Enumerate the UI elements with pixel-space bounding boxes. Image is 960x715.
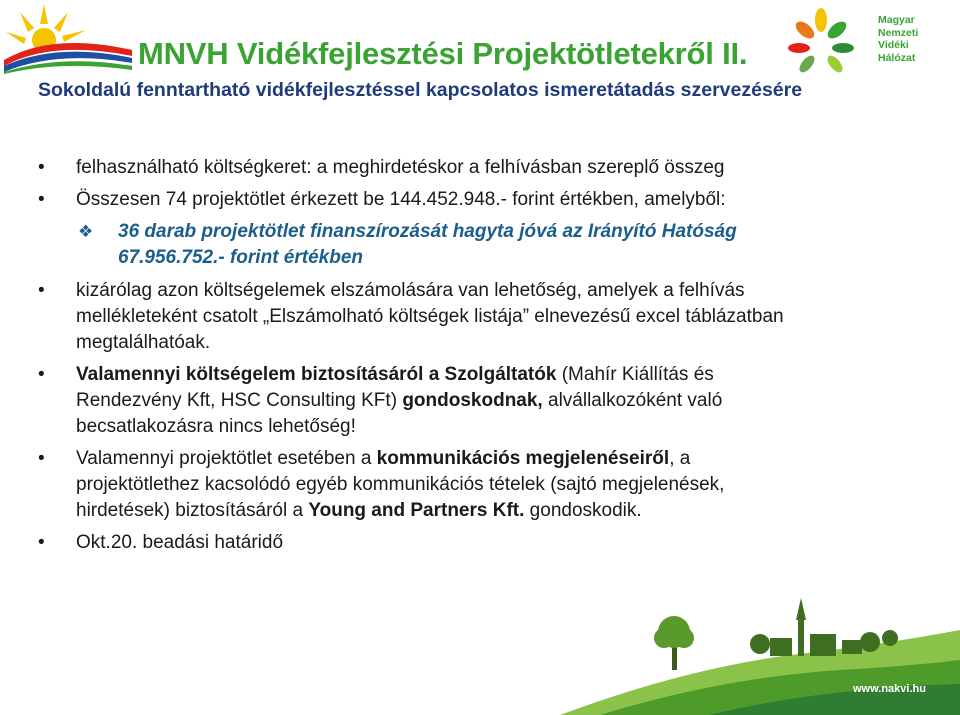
list-item-comm-line2: projektötlethez kacsolódó egyéb kommunikációs tételek (sajtó megjelenések, — [76, 474, 725, 495]
providers-subcontract: alvállalkozóként való — [542, 390, 723, 411]
logo-line-1: Magyar — [878, 14, 915, 26]
list-item-total: Összesen 74 projektötlet érkezett be 144.452.948.- forint értékben, amelyből: — [76, 189, 726, 210]
bullet-dot: • — [38, 532, 45, 553]
sub-item-approved-line1: 36 darab projektötlet finanszírozását hagyta jóvá az Irányító Hatóság — [118, 221, 737, 242]
page-title: MNVH Vidékfejlesztési Projektötletekről II. — [138, 36, 748, 71]
page-subtitle: Sokoldalú fenntartható vidékfejlesztéssel kapcsolatos ismeretátadás szervezésére — [38, 79, 803, 101]
list-item-budget: felhasználható költségkeret: a meghirdetéskor a felhívásban szereplő összeg — [76, 157, 725, 178]
providers-take-care: gondoskodnak, — [402, 390, 543, 411]
bullet-dot: • — [38, 189, 45, 210]
providers-bold: Valamennyi költségelem biztosításáról a Szolgáltatók — [76, 364, 557, 385]
list-item-costs-line1: kizárólag azon költségelemek elszámolására van lehetőség, amelyek a felhívás — [76, 280, 745, 301]
logo-line-2: Nemzeti — [878, 26, 919, 39]
bullet-dot: • — [38, 364, 45, 385]
footer-url: www.nakvi.hu — [853, 683, 926, 695]
comm-bold: kommunikációs megjelenéseiről — [376, 448, 670, 469]
sub-item-approved-line2: 67.956.752.- forint értékben — [118, 247, 363, 268]
comm-company: Young and Partners Kft. — [308, 500, 525, 521]
providers-companies: Rendezvény Kft, HSC Consulting KFt) — [76, 390, 403, 411]
list-item-costs-line3: megtalálhatóak. — [76, 332, 211, 353]
comm-l3-rest: gondoskodik. — [524, 500, 642, 521]
logo-line-4: Hálózat — [878, 51, 916, 64]
list-item-comm-line3 — [76, 498, 900, 525]
bullet-dot: • — [38, 448, 45, 469]
list-item-providers-line3: becsatlakozásra nincs lehetőség! — [76, 416, 356, 437]
list-item-providers-line2 — [76, 388, 900, 415]
comm-pre: Valamennyi projektötlet esetében a — [76, 448, 377, 469]
list-item-comm-line1 — [76, 446, 900, 473]
logo-line-3: Vidéki — [878, 39, 909, 51]
list-item-costs-line2: mellékleteként csatolt „Elszámolható költségek listája” elnevezésű excel táblázatban — [76, 306, 784, 327]
bullet-dot: • — [38, 157, 45, 178]
diamond-bullet-icon: ❖ — [78, 222, 94, 241]
list-item-deadline: Okt.20. beadási határidő — [76, 532, 284, 553]
mnvh-logo-icon — [785, 2, 960, 78]
list-item-providers-line1 — [76, 362, 900, 389]
mnvh-logo-text — [878, 14, 918, 64]
comm-l3-pre: hirdetések) biztosításáról a — [76, 500, 309, 521]
bullet-dot: • — [38, 280, 45, 301]
providers-rest: (Mahír Kiállítás és — [556, 364, 714, 385]
sun-logo — [2, 2, 134, 74]
comm-rest: , a — [669, 448, 691, 469]
